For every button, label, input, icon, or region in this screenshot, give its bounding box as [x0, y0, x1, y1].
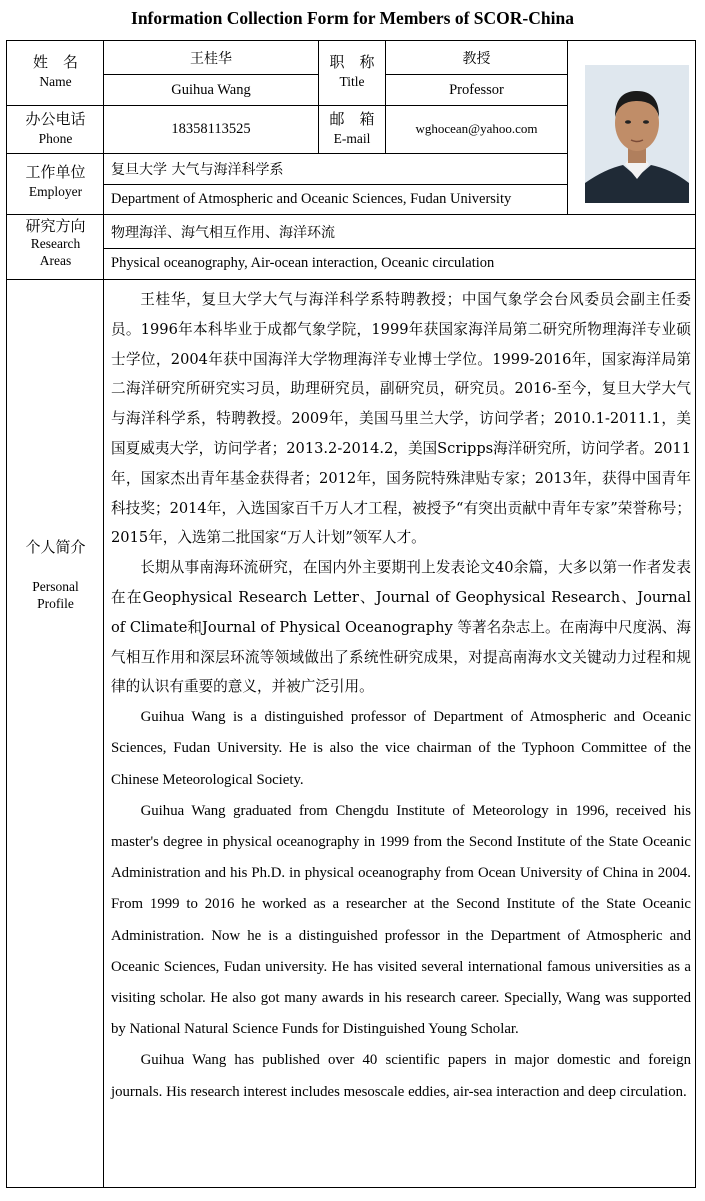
title-value-en: Professor: [449, 82, 504, 98]
profile-body: [111, 285, 691, 1108]
email-label-en: E-mail: [333, 130, 371, 146]
employer-value-zh: 复旦大学 大气与海洋科学系: [111, 162, 284, 178]
profile-label: [7, 538, 104, 613]
name-label-en: Name: [39, 73, 72, 89]
profile-zh-paragraph-1: 王桂华，复旦大学大气与海洋科学系特聘教授；中国气象学会台风委员会副主任委员。1996年本科毕业于成都气象学院，1999年获国家海洋局第二研究所物理海洋专业硕士学位，2004年获中国海洋大学物理海洋专业博士学位。1999-2016年，国家海洋局第二海洋研究所研究实习员，助理研究员，副研究员，研究员。2016-至今，复旦大学大气与海洋科学系，特聘教授。2009年，美国马里兰大学，访问学者；2010.1-2011.1，美国夏威夷大学，访问学者；2013.2-2014.2，美国Scripps海洋研究所，访问学者。2011年，国家杰出青年基金获得者；2012年，国务院特殊津贴专家；2013年，获得中国青年科技奖；2014年，入选国家百千万人才工程，被授予“有突出贡献中青年专家”荣誉称号；2015年，入选第二批国家“万人计划”领军人才。: [111, 291, 691, 547]
research-value-zh: 物理海洋、海气相互作用、海洋环流: [111, 225, 335, 241]
employer-label-en: Employer: [28, 183, 83, 199]
name-label-zh: 姓 名: [32, 53, 78, 71]
email-label-zh: 邮 箱: [329, 110, 375, 128]
profile-en-paragraph-3: Guihua Wang has published over 40 scientific papers in major domestic and foreign journals. His research interest includes mesoscale eddies, air-sea interaction and deep circulation.: [111, 1052, 691, 1100]
title-label-zh: 职 称: [329, 53, 375, 71]
profile-label-en1: Personal: [32, 578, 79, 594]
email-value: wghocean@yahoo.com: [415, 121, 538, 136]
employer-label: [7, 163, 104, 200]
phone-value: 18358113525: [171, 121, 251, 137]
profile-zh-paragraph-2: 长期从事南海环流研究，在国内外主要期刊上发表论文40余篇，大多以第一作者发表在在Geophysical Research Letter、Journal of Geophysical Research、Journal of Climate和Journal of Physical Oceanography 等著名杂志上。在南海中尺度涡、海气相互作用和深层环流等领域做出了系统性研究成果，对提高南海水文关键动力过程和规律的认识有重要的意义，并被广泛引用。: [111, 559, 691, 696]
profile-en-paragraph-1: Guihua Wang is a distinguished professor of Department of Atmospheric and Oceanic Sciences, Fudan University. He is also the vice chairman of the Typhoon Committee of the Chinese Meteorological Society.: [111, 709, 691, 788]
research-label-en1: Research: [30, 235, 81, 251]
phone-label-zh: 办公电话: [25, 110, 86, 128]
employer-label-zh: 工作单位: [25, 163, 86, 181]
research-label-zh: 研究方向: [25, 217, 86, 235]
portrait-photo-icon: [585, 65, 689, 203]
email-label: [319, 110, 385, 147]
phone-label: [7, 110, 104, 147]
name-label: [7, 53, 104, 90]
phone-label-en: Phone: [38, 130, 73, 146]
employer-value-en: Department of Atmospheric and Oceanic Sciences, Fudan University: [111, 191, 512, 207]
portrait-photo: [585, 65, 689, 203]
member-form: [6, 40, 696, 1188]
research-label: [7, 217, 104, 270]
form-title: Information Collection Form for Members of SCOR-China: [131, 8, 574, 28]
title-label: [319, 53, 385, 90]
research-label-en2: Areas: [39, 252, 72, 268]
name-value-zh: 王桂华: [190, 51, 232, 67]
name-value-en: Guihua Wang: [171, 82, 251, 98]
profile-label-zh: 个人简介: [25, 538, 86, 556]
research-value-en: Physical oceanography, Air-ocean interaction, Oceanic circulation: [111, 255, 495, 271]
title-value-zh: 教授: [462, 51, 491, 67]
title-label-en: Title: [339, 73, 365, 89]
profile-label-en2: Profile: [37, 596, 74, 612]
profile-en-paragraph-2: Guihua Wang graduated from Chengdu Institute of Meteorology in 1996, received his master's degree in physical oceanography in 1999 from the Second Institute of the State Oceanic Administration and his Ph.D. in physical oceanography from Ocean University of China in 2004. From 1999 to 2016 he worked as a researcher at the Second Institute of the State Oceanic Administration. Now he is a distinguished professor in the Department of Atmospheric and Oceanic Sciences, Fudan university. He has visited several international famous universities as a visiting scholar. He also got many awards in his research career. Specially, Wang was supported by National Natural Science Funds for Distinguished Young Scholar.: [111, 802, 691, 1038]
